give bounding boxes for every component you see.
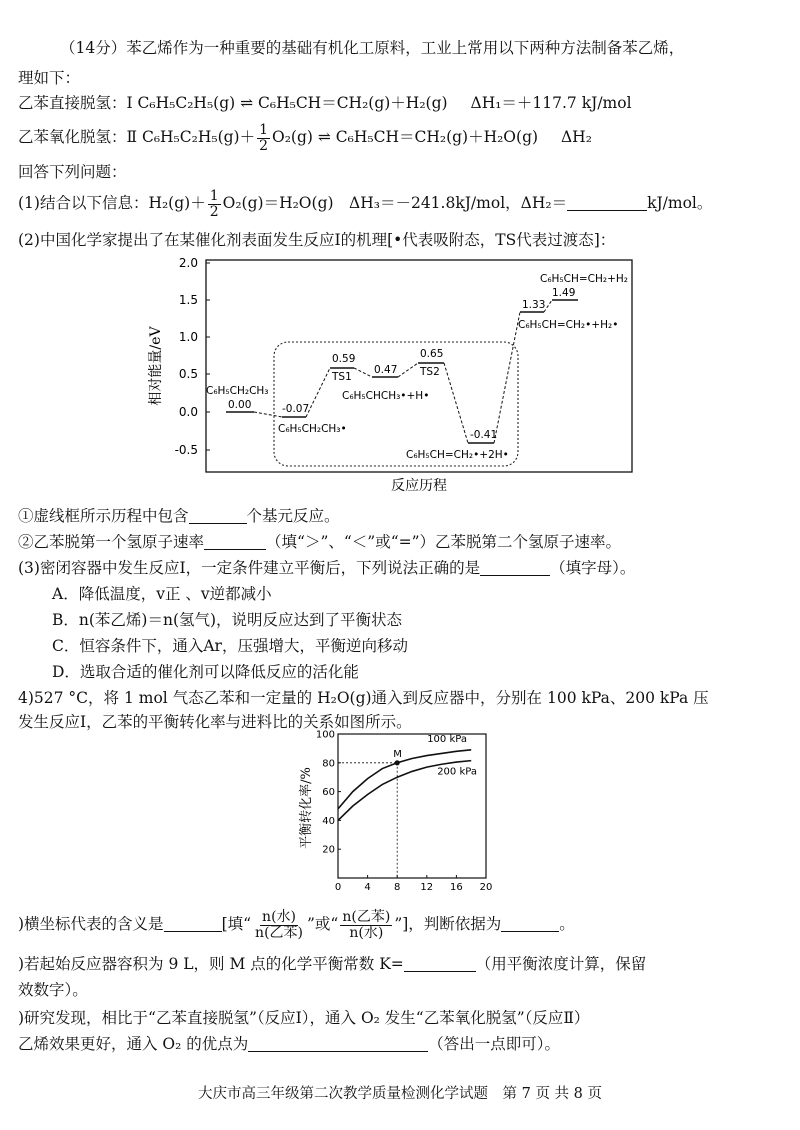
value-ts2: 0.65 — [420, 348, 444, 360]
conversion-xtick: 4 — [364, 882, 371, 893]
value-int1: 0.47 — [374, 364, 398, 376]
value-desorb-1: 1.33 — [522, 299, 546, 311]
series-label: 100 kPa — [427, 733, 467, 745]
question-1-fraction: $\frac{1}{2}$ — [209, 187, 219, 220]
dotted-mechanism-box — [274, 342, 518, 466]
conversion-xtick: 0 — [334, 882, 342, 893]
label-int1: C₆H₅CHCH₃•+H• — [342, 390, 430, 402]
conversion-ytick: 40 — [322, 815, 335, 827]
conversion-ticks — [316, 730, 492, 894]
energy-y-ticks — [175, 256, 198, 457]
ratio-ethylbenzene-water: $\frac{\text{n(乙苯)}}{\text{n(水)}}$ — [342, 908, 391, 941]
question-4-line-1: 4)527 °C，将 1 mol 气态乙苯和一定量的 H₂O(g)通入到反应器中，分别在 100 kPa、200 kPa 压 — [18, 689, 709, 707]
conversion-xtick: 12 — [420, 882, 434, 893]
point-m-label: M — [393, 748, 402, 760]
question-3: (3)密闭容器中发生反应Ⅰ，一定条件建立平衡后，下列说法正确的是 （填字母）。 — [18, 559, 636, 577]
question-2-sub-2: ②乙苯脱第一个氢原子速率 （填“＞”、“＜”或“=”）乙苯脱第二个氢原子速率。 — [18, 533, 622, 551]
conversion-ytick: 80 — [322, 758, 335, 770]
reaction-2-fraction: $\frac{1}{2}$ — [259, 121, 269, 154]
answer-blank-q4-3[interactable] — [248, 1035, 428, 1052]
question-1 — [18, 188, 712, 220]
question-4-sub-2: )若起始反应器容积为 9 L，则 M 点的化学平衡常数 K= （用平衡浓度计算，保留 — [18, 955, 647, 973]
page-footer: 大庆市高三年级第二次教学质量检测化学试题 第 7 页 共 8 页 — [198, 1086, 602, 1102]
option-a: A．降低温度，v正 、v逆都减小 — [52, 585, 272, 603]
question-4-sub-2-line-2: 效数字）。 — [18, 981, 88, 999]
answer-blank-q4-2[interactable] — [404, 955, 476, 972]
question-4-sub-1: )横坐标代表的含义是 [填“ $\frac{\text{n(水)}}{\text{n(乙苯)}}$ ”或“ $\frac{\text{n(乙苯)}}{\text{n(水)}}$ ”]，判断依据为 。 — [18, 908, 575, 941]
energy-ytick: 1.0 — [178, 330, 198, 344]
questions-prompt: 回答下列问题： — [18, 163, 127, 181]
label-ts2: TS2 — [420, 366, 440, 378]
label-ts1: TS1 — [332, 371, 352, 383]
option-b: B．n(苯乙烯)＝n(氢气)，说明反应达到了平衡状态 — [52, 611, 403, 629]
energy-ytick: 0.0 — [178, 405, 198, 419]
label-product: C₆H₅CH=CH₂+H₂ — [540, 273, 629, 285]
energy-connectors — [254, 300, 552, 443]
label-reactant: C₆H₅CH₂CH₃ — [206, 385, 269, 397]
question-2-sub-1: ①虚线框所示历程中包含 个基元反应。 — [18, 507, 340, 525]
value-reactant: 0.00 — [228, 399, 252, 411]
reaction-2-suffix: O₂(g) ⇌ C₆H₅CH＝CH₂(g)＋H₂O(g) — [272, 128, 539, 146]
value-int2: -0.41 — [470, 429, 498, 441]
series-label: 200 kPa — [437, 766, 477, 778]
energy-y-axis-label: 相对能量/eV — [148, 326, 164, 406]
energy-x-axis-label: 反应历程 — [391, 478, 447, 494]
answer-blank-q2-1[interactable] — [189, 507, 247, 524]
option-c: C．恒容条件下，通入Ar，压强增大，平衡逆向移动 — [52, 637, 408, 655]
question-1-suffix: kJ/mol。 — [647, 194, 713, 212]
conversion-xtick: 16 — [450, 882, 463, 893]
answer-blank-q3[interactable] — [480, 559, 550, 576]
conversion-ytick: 20 — [322, 844, 335, 856]
question-1-prefix: (1)结合以下信息：H₂(g)＋ — [18, 194, 206, 212]
answer-blank-q4-1b[interactable] — [501, 915, 559, 932]
reaction-1-enthalpy: ΔH₁＝＋117.7 kJ/mol — [470, 94, 632, 112]
conversion-chart — [296, 726, 506, 898]
question-2: (2)中国化学家提出了在某催化剂表面发生反应Ⅰ的机理[•代表吸附态，TS代表过渡态]： — [18, 231, 616, 249]
ratio-water-ethylbenzene: $\frac{\text{n(水)}}{\text{n(乙苯)}}$ — [255, 908, 303, 941]
question-4-sub-3: 乙烯效果更好，通入 O₂ 的优点为 （答出一点即可）。 — [18, 1035, 561, 1053]
point-m — [395, 760, 400, 765]
option-d: D．选取合适的催化剂可以降低反应的活化能 — [52, 663, 359, 681]
conversion-y-axis-label: 平衡转化率/% — [299, 767, 314, 849]
label-int2: C₆H₅CH=CH₂•+2H• — [406, 449, 509, 461]
question-4-line-2: 发生反应Ⅰ，乙苯的平衡转化率与进料比的关系如图所示。 — [18, 713, 412, 731]
question-4-sub-3-line-1: )研究发现，相比于“乙苯直接脱氢”（反应Ⅰ），通入 O₂ 发生“乙苯氧化脱氢”（反应Ⅱ） — [18, 1009, 590, 1027]
answer-blank-q4-1a[interactable] — [164, 915, 222, 932]
energy-ytick: 2.0 — [178, 256, 198, 270]
value-ts1: 0.59 — [332, 353, 356, 365]
label-adsorbed: C₆H₅CH₂CH₃• — [278, 423, 347, 435]
energy-ytick: 0.5 — [178, 367, 198, 381]
energy-labels — [206, 273, 628, 461]
answer-blank-q2-2[interactable] — [204, 533, 266, 550]
energy-profile-diagram — [140, 254, 640, 494]
conversion-xtick: 20 — [479, 882, 493, 893]
conversion-ytick: 60 — [322, 787, 335, 799]
intro-line-1: （14分）苯乙烯作为一种重要的基础有机化工原料，工业上常用以下两种方法制备苯乙烯， — [60, 39, 685, 57]
conversion-plot-frame — [338, 734, 486, 878]
conversion-series — [338, 734, 477, 878]
reaction-2-enthalpy: ΔH₂ — [560, 128, 592, 146]
series-line-100kpa — [338, 750, 471, 809]
reaction-2 — [18, 122, 592, 154]
reaction-1 — [18, 93, 632, 113]
energy-ytick: -0.5 — [174, 443, 198, 457]
question-1-text: O₂(g)＝H₂O(g) ΔH₃＝－241.8kJ/mol，ΔH₂＝ — [222, 194, 568, 212]
reaction-1-equation: 乙苯直接脱氢：Ⅰ C₆H₅C₂H₅(g) ⇌ C₆H₅CH＝CH₂(g)＋H₂(g) — [18, 94, 448, 112]
conversion-ytick: 100 — [315, 729, 335, 741]
value-adsorbed: -0.07 — [282, 403, 310, 415]
intro-line-2: 理如下： — [18, 69, 81, 87]
answer-blank-q1[interactable] — [567, 194, 647, 211]
energy-ytick: 1.5 — [178, 293, 198, 307]
conversion-xtick: 8 — [394, 882, 401, 893]
value-product: 1.49 — [552, 287, 576, 299]
label-desorb-1: C₆H₅CH=CH₂•+H₂• — [518, 319, 619, 331]
reaction-2-prefix: 乙苯氧化脱氢：Ⅱ C₆H₅C₂H₅(g)＋ — [18, 128, 256, 146]
